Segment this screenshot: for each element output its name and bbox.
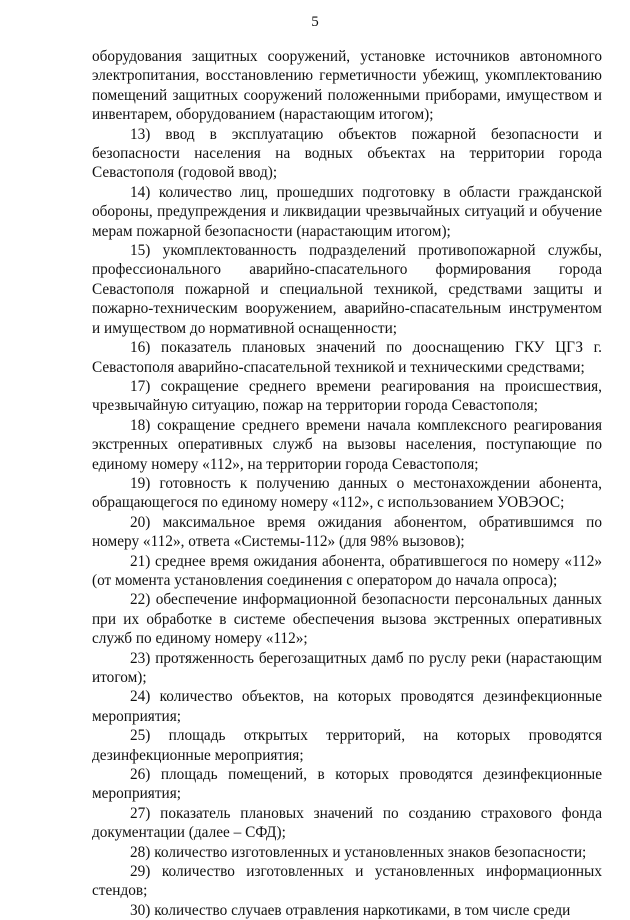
- paragraph-continuation: оборудования защитных сооружений, установке источников автономного электропитания, восстановлению герметичности убежищ, укомплектованию помещений защитных сооружений положенными приборами, имуществом и инвентарем, оборудованием (нарастающим итогом);: [92, 48, 602, 124]
- list-item-30: 30) количество случаев отравления наркотиками, в том числе среди: [130, 901, 571, 919]
- list-item-13: 13) ввод в эксплуатацию объектов пожарной безопасности и безопасности населения на водных объектах на территории города Севастополя (годовой ввод);: [92, 125, 602, 182]
- list-item-17: 17) сокращение среднего времени реагирования на происшествия, чрезвычайную ситуацию, пожар на территории города Севастополя;: [92, 377, 602, 415]
- list-item-29: 29) количество изготовленных и установленных информационных стендов;: [92, 863, 602, 900]
- list-item-15: 15) укомплектованность подразделений противопожарной службы, профессионального аварийно-спасательного формирования города Севастополя пожарной и специальной техникой, средствами защиты и пожарно-техническим вооружением, аварийно-спасательным инструментом и имуществом до нормативной оснащенности;: [92, 242, 602, 337]
- list-item-28: 28) количество изготовленных и установленных знаков безопасности;: [130, 843, 587, 861]
- list-item-23: 23) протяженность берегозащитных дамб по руслу реки (нарастающим итогом);: [92, 649, 602, 686]
- list-item-27: 27) показатель плановых значений по созданию страхового фонда документации (далее – СФД);: [92, 804, 602, 842]
- list-item-18: 18) сокращение среднего времени начала комплексного реагирования экстренных оперативных служб на вызовы населения, поступающие по единому номеру «112», на территории города Севастополя;: [92, 416, 602, 473]
- list-item-24: 24) количество объектов, на которых проводятся дезинфекционные мероприятия;: [92, 688, 602, 725]
- document-body: [92, 47, 602, 920]
- list-item-20: 20) максимальное время ожидания абонентом, обратившимся по номеру «112», ответа «Системы-112» (для 98% вызовов);: [92, 513, 602, 551]
- list-item-16: 16) показатель плановых значений по дооснащению ГКУ ЦГЗ г. Севастополя аварийно-спасательной техникой и техническими средствами;: [92, 339, 602, 376]
- list-item-22: 22) обеспечение информационной безопасности персональных данных при их обработке в системе обеспечения вызова экстренных оперативных служб по единому номеру «112»;: [92, 591, 602, 648]
- list-item-21: 21) среднее время ожидания абонента, обратившегося по номеру «112» (от момента установления соединения с оператором до начала опроса);: [92, 552, 602, 589]
- list-item-25: 25) площадь открытых территорий, на которых проводятся дезинфекционные мероприятия;: [92, 727, 602, 764]
- list-item-14: 14) количество лиц, прошедших подготовку в области гражданской обороны, предупреждения и ликвидации чрезвычайных ситуаций и обучение мерам пожарной безопасности (нарастающим итогом);: [92, 183, 602, 240]
- list-item-26: 26) площадь помещений, в которых проводятся дезинфекционные мероприятия;: [92, 766, 602, 803]
- page-number: 5: [311, 14, 319, 30]
- list-item-19: 19) готовность к получению данных о местонахождении абонента, обращающегося по единому номеру «112», с использованием УОВЭОС;: [92, 474, 602, 512]
